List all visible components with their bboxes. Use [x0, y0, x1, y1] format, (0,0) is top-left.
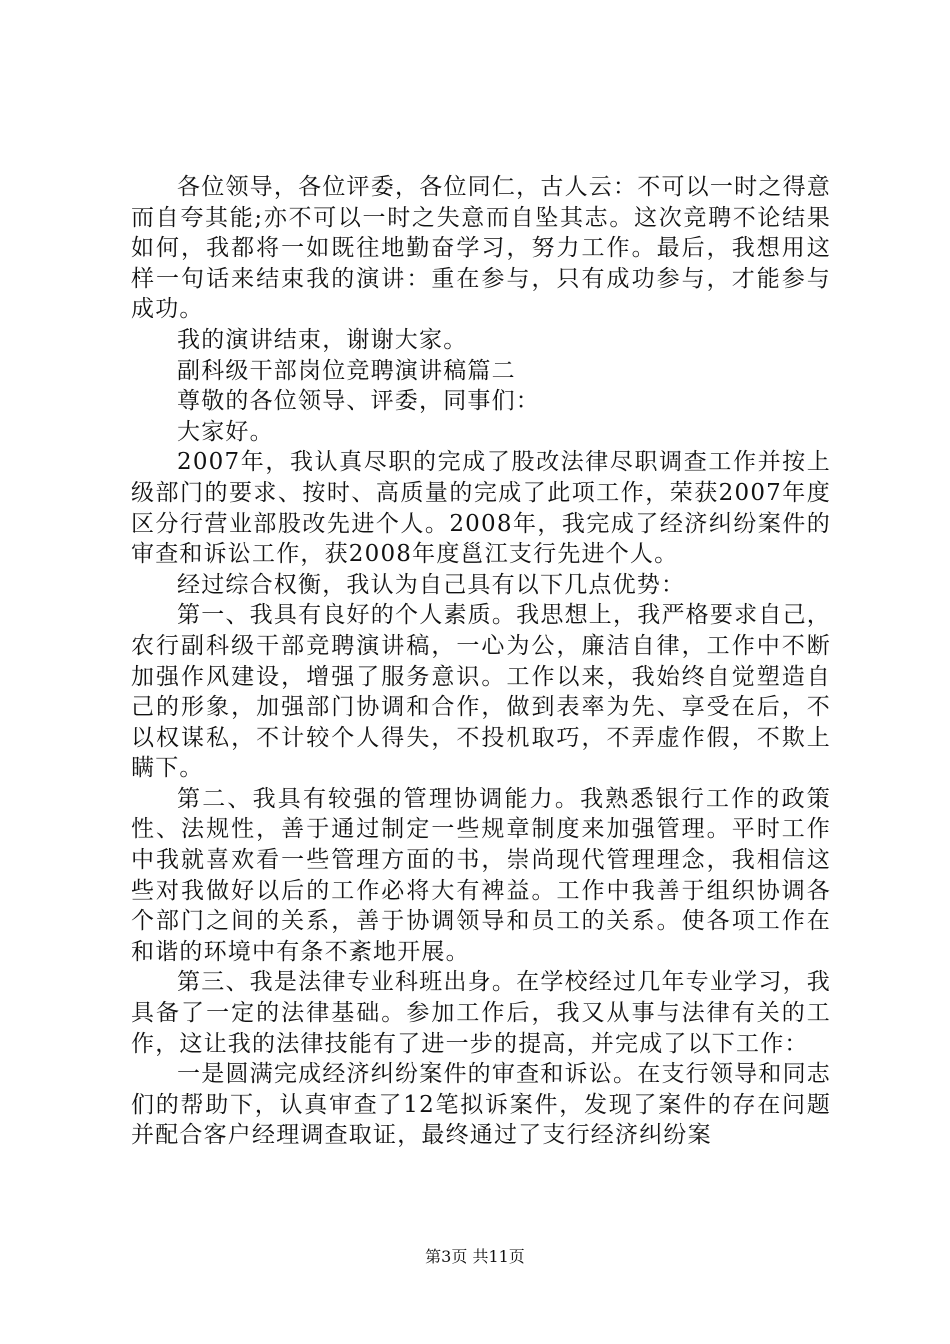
paragraph-work-item-1: 一是圆满完成经济纠纷案件的审查和诉讼。在支行领导和同志们的帮助下，认真审查了12笔拟诉案件，发现了案件的存在问题并配合客户经理调查取证，最终通过了支行经济纠纷案: [131, 1061, 831, 1149]
paragraph-advantage-1: 第一、我具有良好的个人素质。我思想上，我严格要求自己，农行副科级干部竞聘演讲稿，一心为公，廉洁自律，工作中不断加强作风建设，增强了服务意识。工作以来，我始终自觉塑造自己的形象，加强部门协调和合作，做到表率为先、享受在后，不以权谋私，不计较个人得失，不投机取巧，不弄虚作假，不欺上瞒下。: [131, 602, 831, 782]
paragraph-closing-remarks: 各位领导，各位评委，各位同仁，古人云：不可以一时之得意而自夸其能;亦不可以一时之失意而自坠其志。这次竞聘不论结果如何，我都将一如既往地勤奋学习，努力工作。最后，我想用这样一句话来结束我的演讲：重在参与，只有成功参与，才能参与成功。: [131, 174, 831, 323]
section-heading: 副科级干部岗位竞聘演讲稿篇二: [177, 357, 516, 384]
paragraph-greeting: 大家好。: [177, 418, 274, 445]
paragraph-advantage-2: 第二、我具有较强的管理协调能力。我熟悉银行工作的政策性、法规性，善于通过制定一些规章制度来加强管理。平时工作中我就喜欢看一些管理方面的书，崇尚现代管理理念，我相信这些对我做好以后的工作必将大有裨益。工作中我善于组织协调各个部门之间的关系，善于协调领导和员工的关系。使各项工作在和谐的环境中有条不紊地开展。: [131, 785, 831, 965]
paragraph-achievements: 2007年，我认真尽职的完成了股改法律尽职调查工作并按上级部门的要求、按时、高质量的完成了此项工作，荣获2007年度区分行营业部股改先进个人。2008年，我完成了经济纠纷案件的审查和诉讼工作，获2008年度邕江支行先进个人。: [131, 449, 831, 568]
paragraph-speech-end: 我的演讲结束，谢谢大家。: [177, 326, 468, 353]
paragraph-advantage-3: 第三、我是法律专业科班出身。在学校经过几年专业学习，我具备了一定的法律基础。参加工作后，我又从事与法律有关的工作，这让我的法律技能有了进一步的提高，并完成了以下工作：: [131, 969, 831, 1057]
document-body: [131, 172, 831, 1151]
paragraph-salutation: 尊敬的各位领导、评委，同事们：: [177, 388, 540, 415]
page-footer: 第3页 共11页: [425, 1247, 525, 1266]
paragraph-advantages-intro: 经过综合权衡，我认为自己具有以下几点优势：: [177, 571, 686, 598]
